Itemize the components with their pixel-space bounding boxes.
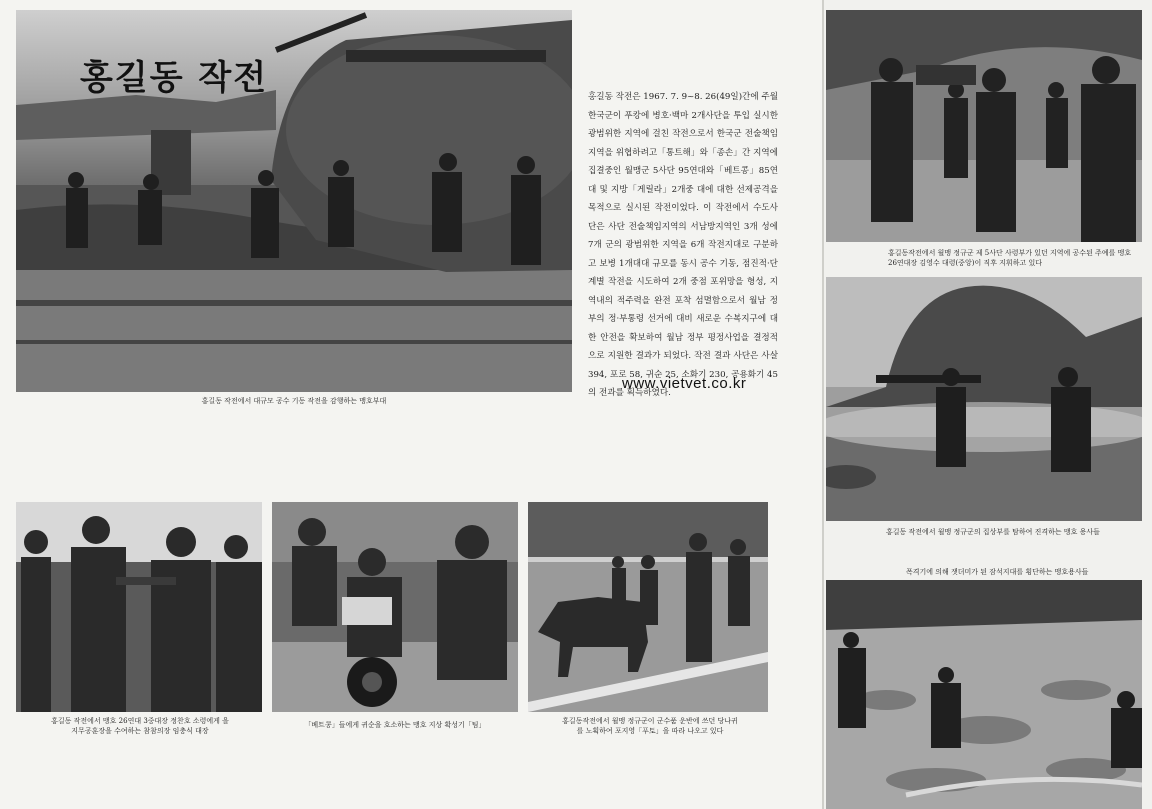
loudspeaker-team-photo [272, 502, 518, 712]
website-url: www.vietvet.co.kr [622, 375, 747, 392]
page-title: 홍길동 작전 [80, 58, 269, 98]
caption-officers-on-hill: 홍길동작전에서 월맹 정규군 제 5사단 사령부가 있던 지역에 공수된 주예를 맹호 26연대장 김영수 대령(중앙)이 직후 지휘하고 있다 [888, 249, 1132, 267]
river-crossing-photo [826, 277, 1142, 521]
caption-main-photo: 홍길동 작전에서 대규모 공수 기동 작전을 감행하는 맹호부대 [201, 397, 387, 405]
officers-on-hill-photo [826, 10, 1142, 242]
caption-medal-ceremony: 홍길동 작전에서 맹호 26연대 3중대장 정찬호 소령에게 을지무공훈장을 수여하는 참참의장 임충식 대장 [51, 717, 229, 735]
article-body: 홍길동 작전은 1967. 7. 9~8. 26(49일)간에 주월한국군이 푸캉에 병호·백마 2개사단을 투입 실시한 광범위한 지역에 걸친 작전으로서 한국군 전술책임지역을 위협하려고「통트해」와「종손」간 지역에 집결중인 월맹군 5사단 95연대와「베트콩」85연대 및 지방「게릴라」2개중 대에 대한 선제공격을 목적으로 실시된 작전이었다. 이 작전에서 수도사단은 사단 전술책임지역의 서남방지역인 3개 성에 7개 군의 광범위한 지역을 6개 작전지대로 구분하고 보병 1개대대 규모를 동시 공수 기동, 점진적·단계별 작전을 시도하여 2개 중점 포위망을 형성, 지역내의 적주력을 완전 포착 섬멸함으로서 월남 정부의 정·부통령 선거에 대비 새로운 수복지구에 대한 안전을 확보하여 월남 정부 평정사업을 결정적으로 지원한 결과가 되었다. 작전 결과 사단은 사살 394, 포로 58, 귀순 25, 소화기 230, 공용화기 45의 전과를 획득하였다. [588, 92, 778, 398]
page-fold [822, 0, 824, 809]
captured-pony-photo [528, 502, 768, 712]
rubble-crossing-photo [826, 580, 1142, 809]
caption-rubble-crossing: 폭격기에 의해 잿더미가 된 잠석지대를 횡단하는 맹호용사들 [906, 568, 1089, 576]
medal-ceremony-photo [16, 502, 262, 712]
caption-loudspeaker-team: 「베트콩」들에게 귀순을 호소하는 맹호 지상 확성기「팀」 [304, 721, 486, 729]
caption-river-crossing: 홍길동 작전에서 월맹 정규군의 집상부를 탐하여 진격하는 맹호 용사들 [886, 528, 1100, 536]
caption-captured-pony: 홍길동작전에서 월맹 정규군이 군수품 운반에 쓰던 당나귀를 노획하여 포지영「푸토」을 따라 나오고 있다 [562, 717, 738, 735]
